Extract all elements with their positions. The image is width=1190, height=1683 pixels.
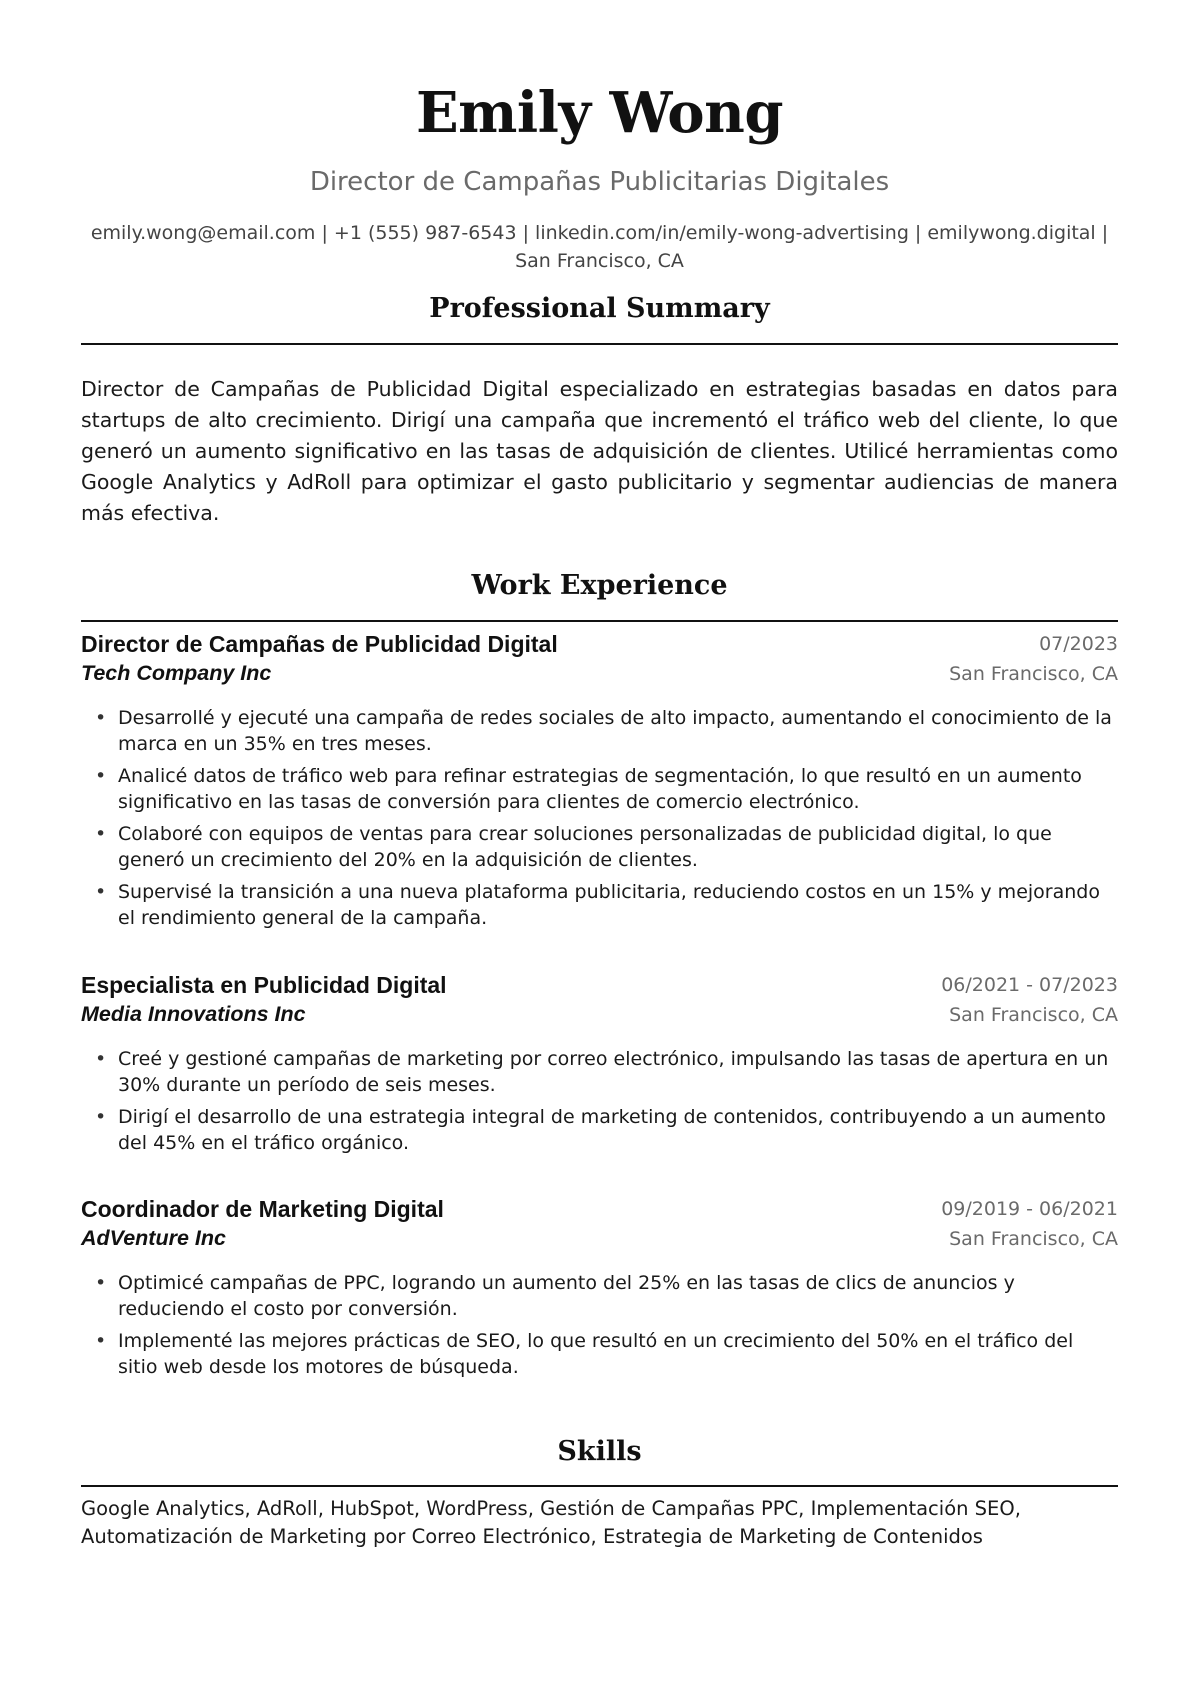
job-bullet: • Supervisé la transición a una nueva plataforma publicitaria, reduciendo costos en un 15% y mejorando el rendimiento general de la campaña.	[81, 879, 1118, 931]
job-bullet: • Analicé datos de tráfico web para refinar estrategias de segmentación, lo que resultó en un aumento significativo en las tasas de conversión para clientes de comercio electrónico.	[81, 763, 1118, 815]
job-bullets	[81, 1270, 1118, 1386]
job-bullets	[81, 1046, 1118, 1162]
candidate-name: Emily Wong	[415, 80, 784, 146]
company-name: Media Innovations Inc	[81, 1002, 306, 1026]
job-bullets	[81, 705, 1118, 937]
skills-divider	[81, 1485, 1118, 1487]
job-date: 07/2023	[1039, 633, 1118, 655]
job-bullet: • Creé y gestioné campañas de marketing por correo electrónico, impulsando las tasas de apertura en un 30% durante un período de seis meses.	[81, 1046, 1118, 1098]
job-title: Director de Campañas de Publicidad Digital	[81, 631, 558, 657]
experience-divider	[81, 620, 1118, 622]
job-title: Especialista en Publicidad Digital	[81, 972, 447, 998]
summary-text: Director de Campañas de Publicidad Digital especializado en estrategias basadas en datos para startups de alto crecimiento. Dirigí una campaña que incrementó el tráfico web del cliente, lo que generó un aumento significativo en las tasas de adquisición de clientes. Utilicé herramientas como Google Analytics y AdRoll para optimizar el gasto publicitario y segmentar audiencias de manera más efectiva.	[81, 377, 1118, 525]
summary-heading: Professional Summary	[429, 293, 770, 324]
job-location: San Francisco, CA	[949, 663, 1118, 685]
job-location: San Francisco, CA	[949, 1004, 1118, 1026]
job-bullet: • Optimicé campañas de PPC, logrando un aumento del 25% en las tasas de clics de anuncios y reduciendo el costo por conversión.	[81, 1270, 1118, 1322]
experience-heading: Work Experience	[471, 570, 728, 601]
company-name: AdVenture Inc	[81, 1226, 226, 1250]
job-date: 06/2021 - 07/2023	[941, 974, 1118, 996]
company-name: Tech Company Inc	[81, 661, 272, 685]
job-bullet: • Desarrollé y ejecuté una campaña de redes sociales de alto impacto, aumentando el conocimiento de la marca en un 35% en tres meses.	[81, 705, 1118, 757]
job-title-subtitle: Director de Campañas Publicitarias Digitales	[309, 167, 890, 197]
contact-line: emily.wong@email.com | +1 (555) 987-6543 | linkedin.com/in/emily-wong-advertising | emilywong.digital | San Francisco, CA	[90, 222, 1109, 272]
job-title: Coordinador de Marketing Digital	[81, 1196, 444, 1222]
skills-heading: Skills	[557, 1436, 642, 1467]
job-bullet: • Dirigí el desarrollo de una estrategia integral de marketing de contenidos, contribuyendo a un aumento del 45% en el tráfico orgánico.	[81, 1104, 1118, 1156]
job-bullet: • Implementé las mejores prácticas de SEO, lo que resultó en un crecimiento del 50% en el tráfico del sitio web desde los motores de búsqueda.	[81, 1328, 1118, 1380]
skills-text: Google Analytics, AdRoll, HubSpot, WordPress, Gestión de Campañas PPC, Implementación SEO, Automatización de Marketing por Correo Electrónico, Estrategia de Marketing de Contenidos	[81, 1497, 1021, 1548]
job-bullet: • Colaboré con equipos de ventas para crear soluciones personalizadas de publicidad digital, lo que generó un crecimiento del 20% en la adquisición de clientes.	[81, 821, 1118, 873]
job-date: 09/2019 - 06/2021	[941, 1198, 1118, 1220]
summary-divider	[81, 343, 1118, 345]
job-location: San Francisco, CA	[949, 1228, 1118, 1250]
